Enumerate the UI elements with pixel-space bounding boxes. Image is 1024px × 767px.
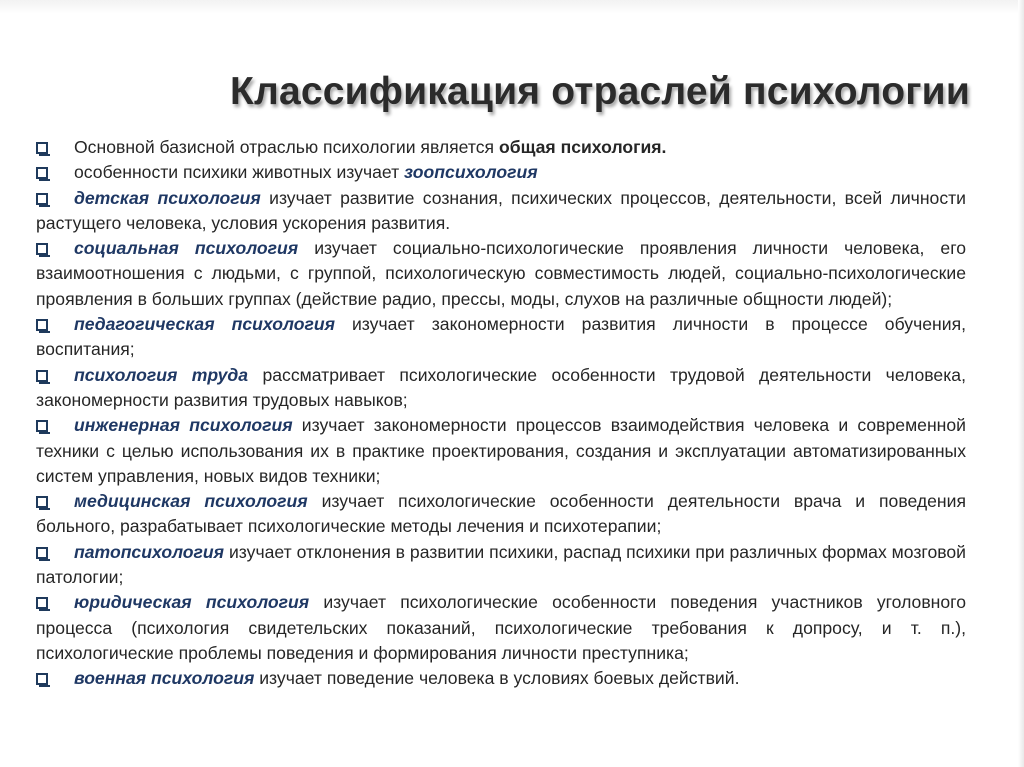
branches-list <box>36 135 966 692</box>
item-text-post: изучает развитие сознания, психических процессов, деятельности, всей личности растущего человека, условия ускорения развития. <box>36 187 967 233</box>
checkbox-outline-icon <box>36 547 48 559</box>
item-text-post: изучает отклонения в развитии психики, распад психики при различных формах мозговой патологии; <box>36 541 966 588</box>
branch-term: патопсихология <box>74 541 225 562</box>
checkbox-outline-icon <box>36 193 48 205</box>
list-item <box>36 160 966 185</box>
emphasis-text: общая психология. <box>498 137 667 157</box>
checkbox-outline-icon <box>36 597 48 609</box>
item-text-post: изучает социально-психологические проявления личности человека, его взаимоотношения с людьми, с группой, психологическую совместимость людей, социально-психологические проявления в больших группах (действие радио, прессы, моды, слухов на различные общности людей); <box>36 238 967 309</box>
checkbox-outline-icon <box>36 370 48 382</box>
list-item <box>36 236 966 312</box>
checkbox-outline-icon <box>36 142 48 154</box>
branch-term: юридическая психология <box>74 592 310 613</box>
checkbox-outline-icon <box>36 243 48 255</box>
branch-term: инженерная психология <box>74 415 293 436</box>
slide-right-shading <box>1018 0 1024 767</box>
item-text-post: изучает закономерности развития личности в процессе обучения, воспитания; <box>36 314 966 360</box>
item-text-post: рассматривает психологические особенности трудовой деятельности человека, закономерности развития трудовых навыков; <box>36 364 966 410</box>
list-item <box>36 363 966 414</box>
checkbox-outline-icon <box>36 496 48 508</box>
slide-top-shading <box>0 0 1024 14</box>
checkbox-outline-icon <box>36 673 48 685</box>
branch-term: психология труда <box>74 364 249 385</box>
checkbox-outline-icon <box>36 420 48 432</box>
list-item <box>36 590 966 666</box>
list-item <box>36 413 966 489</box>
branch-term: военная психология <box>74 668 255 689</box>
branch-term: зоопсихология <box>404 162 538 183</box>
item-text-post: изучает поведение человека в условиях боевых действий. <box>254 668 740 689</box>
branch-term: социальная психология <box>74 238 299 259</box>
item-text-pre: особенности психики животных изучает <box>74 162 405 183</box>
list-item <box>36 666 966 691</box>
branch-term: детская психология <box>74 187 261 208</box>
list-item <box>36 312 966 363</box>
branch-term: медицинская психология <box>74 491 308 512</box>
list-item <box>36 186 966 237</box>
checkbox-outline-icon <box>36 319 48 331</box>
list-item <box>36 135 966 160</box>
slide-title: Классификация отраслей психологии <box>229 70 971 113</box>
branch-term: педагогическая психология <box>74 314 335 335</box>
item-text-pre: Основной базисной отраслью психологии является <box>74 137 499 157</box>
item-text-post: изучает психологические особенности деятельности врача и поведения больного, разрабатывает психологические методы лечения и психотерапии; <box>36 491 967 537</box>
checkbox-outline-icon <box>36 167 48 179</box>
item-text-post: изучает психологические особенности поведения участников уголовного процесса (психология свидетельских показаний, психологические требования к допросу, и т. п.), психологические проблемы поведения и формирования личности преступника; <box>36 592 966 663</box>
list-item <box>36 489 966 540</box>
item-text-post: изучает закономерности процессов взаимодействия человека и современной техники с целью использования их в практике проектирования, создания и эксплуатации автоматизированных систем управления, новых видов техники; <box>36 415 966 486</box>
list-item <box>36 540 966 591</box>
